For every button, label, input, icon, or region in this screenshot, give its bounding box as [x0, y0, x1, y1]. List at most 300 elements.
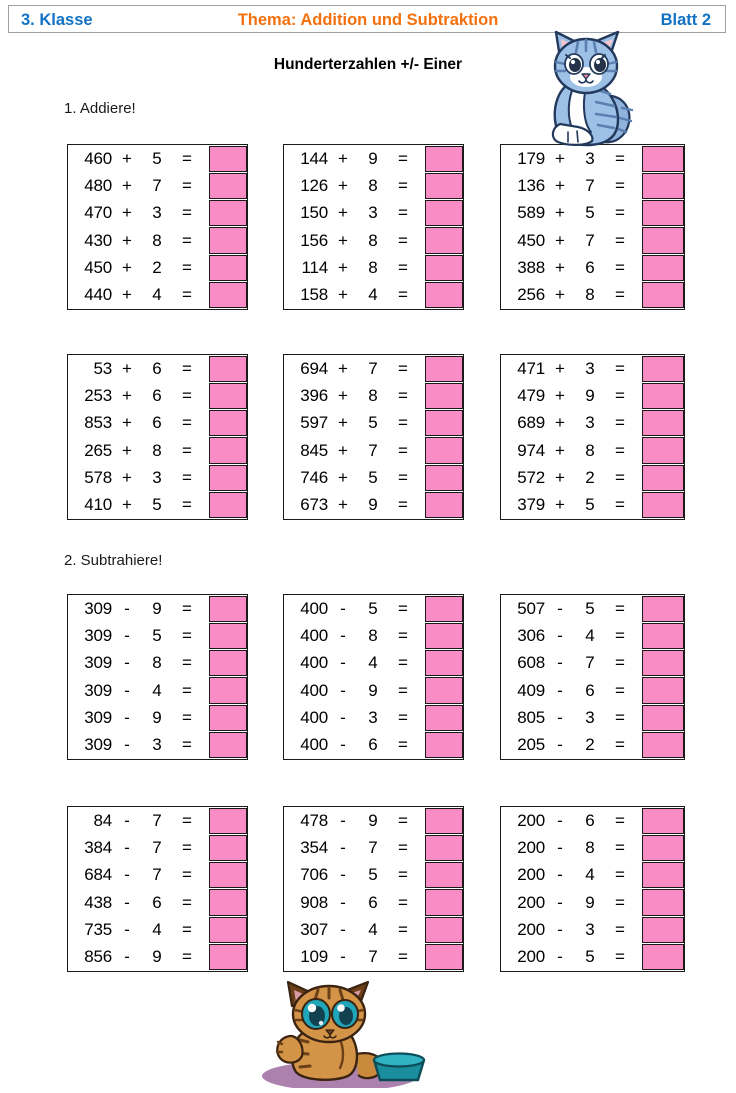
problem-row [284, 491, 463, 518]
operand-b: 3 [585, 413, 595, 433]
operator-symbol: + [122, 495, 132, 515]
operator-symbol: + [122, 413, 132, 433]
operand-b: 8 [585, 285, 595, 305]
answer-box[interactable] [642, 889, 684, 915]
problem-row [284, 595, 463, 622]
answer-box[interactable] [642, 705, 684, 731]
operand-b: 4 [368, 653, 378, 673]
operand-b: 3 [585, 707, 595, 727]
topic-label: Thema: Addition und Subtraktion [237, 11, 499, 29]
operand-a: 450 [517, 230, 545, 250]
operator-symbol: + [555, 495, 565, 515]
answer-box[interactable] [425, 835, 463, 861]
answer-box[interactable] [425, 917, 463, 943]
operator-symbol: - [124, 947, 130, 967]
operator-symbol: - [557, 680, 563, 700]
equals-symbol: = [182, 358, 192, 378]
problem-row [284, 281, 463, 308]
equals-symbol: = [615, 495, 625, 515]
operator-symbol: + [555, 230, 565, 250]
operator-symbol: - [340, 919, 346, 939]
operand-b: 6 [585, 680, 595, 700]
operator-symbol: + [555, 385, 565, 405]
operator-symbol: + [338, 285, 348, 305]
equation-cells [68, 677, 209, 704]
answer-box[interactable] [209, 255, 247, 281]
answer-box[interactable] [209, 650, 247, 676]
equation-cells [68, 862, 209, 889]
answer-box[interactable] [425, 146, 463, 172]
operator-symbol: + [338, 230, 348, 250]
answer-box[interactable] [642, 200, 684, 226]
problem-row [501, 650, 684, 677]
equals-symbol: = [182, 148, 192, 168]
answer-box[interactable] [209, 146, 247, 172]
equals-symbol: = [182, 680, 192, 700]
operand-b: 6 [152, 358, 162, 378]
operand-b: 5 [585, 947, 595, 967]
operand-a: 608 [517, 653, 545, 673]
answer-box[interactable] [425, 889, 463, 915]
answer-box[interactable] [209, 835, 247, 861]
operand-b: 5 [152, 148, 162, 168]
answer-box[interactable] [642, 596, 684, 622]
equals-symbol: = [398, 653, 408, 673]
answer-box[interactable] [642, 917, 684, 943]
equals-symbol: = [398, 175, 408, 195]
operand-a: 572 [517, 467, 545, 487]
problem-row [284, 731, 463, 758]
operand-b: 9 [585, 385, 595, 405]
problem-row [501, 704, 684, 731]
operator-symbol: + [555, 257, 565, 277]
problem-row [284, 410, 463, 437]
equals-symbol: = [615, 625, 625, 645]
operand-b: 7 [368, 947, 378, 967]
equation-cells [284, 227, 425, 254]
equals-symbol: = [182, 285, 192, 305]
operand-a: 400 [300, 653, 328, 673]
equals-symbol: = [615, 892, 625, 912]
operand-a: 507 [517, 598, 545, 618]
equals-symbol: = [182, 892, 192, 912]
operator-symbol: + [338, 203, 348, 223]
operand-a: 84 [93, 810, 112, 830]
answer-box[interactable] [642, 255, 684, 281]
equals-symbol: = [398, 358, 408, 378]
operator-symbol: + [555, 467, 565, 487]
answer-box[interactable] [209, 889, 247, 915]
answer-box[interactable] [425, 173, 463, 199]
operand-b: 8 [368, 385, 378, 405]
problem-row [68, 704, 247, 731]
operand-b: 4 [368, 285, 378, 305]
operand-a: 908 [300, 892, 328, 912]
operand-b: 5 [368, 413, 378, 433]
answer-box[interactable] [642, 465, 684, 491]
operand-b: 2 [585, 467, 595, 487]
answer-box[interactable] [209, 944, 247, 970]
equation-cells [284, 622, 425, 649]
problem-row [284, 834, 463, 861]
answer-box[interactable] [642, 356, 684, 382]
equals-symbol: = [398, 707, 408, 727]
equation-cells [284, 650, 425, 677]
answer-box[interactable] [209, 917, 247, 943]
answer-box[interactable] [425, 282, 463, 308]
problem-row [68, 807, 247, 834]
equals-symbol: = [398, 495, 408, 515]
operand-b: 8 [368, 175, 378, 195]
equals-symbol: = [182, 495, 192, 515]
answer-box[interactable] [642, 623, 684, 649]
answer-box[interactable] [209, 437, 247, 463]
answer-box[interactable] [209, 356, 247, 382]
problem-row [284, 807, 463, 834]
operand-a: 438 [84, 892, 112, 912]
answer-box[interactable] [642, 437, 684, 463]
operand-a: 200 [517, 919, 545, 939]
answer-box[interactable] [209, 492, 247, 518]
operator-symbol: - [557, 810, 563, 830]
operand-b: 7 [368, 837, 378, 857]
operand-a: 384 [84, 837, 112, 857]
problem-row [284, 437, 463, 464]
operand-b: 9 [368, 810, 378, 830]
equals-symbol: = [398, 385, 408, 405]
operand-a: 673 [300, 495, 328, 515]
operand-b: 6 [368, 735, 378, 755]
problem-row [284, 200, 463, 227]
operator-symbol: - [124, 680, 130, 700]
equation-cells [284, 410, 425, 437]
problem-row [501, 943, 684, 970]
equals-symbol: = [398, 148, 408, 168]
operand-a: 53 [93, 358, 112, 378]
problem-row [284, 172, 463, 199]
equation-cells [501, 889, 642, 916]
answer-box[interactable] [209, 282, 247, 308]
problem-row [501, 834, 684, 861]
operand-b: 9 [368, 680, 378, 700]
equals-symbol: = [182, 865, 192, 885]
operand-a: 450 [84, 257, 112, 277]
answer-box[interactable] [642, 808, 684, 834]
answer-box[interactable] [425, 437, 463, 463]
problem-row [68, 916, 247, 943]
problem-row [68, 410, 247, 437]
operator-symbol: + [338, 495, 348, 515]
problem-row [284, 227, 463, 254]
operand-a: 578 [84, 467, 112, 487]
equation-cells [501, 943, 642, 970]
answer-box[interactable] [209, 200, 247, 226]
answer-box[interactable] [642, 650, 684, 676]
equation-cells [501, 491, 642, 518]
operand-b: 7 [585, 653, 595, 673]
problem-row [68, 254, 247, 281]
answer-box[interactable] [209, 227, 247, 253]
answer-box[interactable] [642, 732, 684, 758]
equation-cells [68, 200, 209, 227]
answer-box[interactable] [209, 596, 247, 622]
problem-block [67, 144, 248, 310]
problem-row [501, 491, 684, 518]
operand-b: 8 [152, 230, 162, 250]
operand-a: 200 [517, 837, 545, 857]
operand-a: 126 [300, 175, 328, 195]
operand-b: 7 [152, 175, 162, 195]
operator-symbol: + [122, 148, 132, 168]
operand-b: 4 [152, 285, 162, 305]
equation-cells [68, 704, 209, 731]
answer-box[interactable] [425, 356, 463, 382]
answer-box[interactable] [425, 808, 463, 834]
operand-b: 8 [585, 440, 595, 460]
operator-symbol: - [340, 707, 346, 727]
answer-box[interactable] [642, 410, 684, 436]
equation-cells [501, 622, 642, 649]
operand-a: 109 [300, 947, 328, 967]
problem-row [284, 943, 463, 970]
answer-box[interactable] [209, 705, 247, 731]
operator-symbol: + [555, 358, 565, 378]
answer-box[interactable] [209, 465, 247, 491]
operand-a: 400 [300, 680, 328, 700]
answer-box[interactable] [425, 410, 463, 436]
problem-row [501, 622, 684, 649]
operand-a: 706 [300, 865, 328, 885]
equals-symbol: = [182, 385, 192, 405]
operator-symbol: - [124, 707, 130, 727]
operand-a: 200 [517, 865, 545, 885]
operand-a: 856 [84, 947, 112, 967]
operator-symbol: - [340, 625, 346, 645]
operand-b: 4 [585, 625, 595, 645]
equals-symbol: = [615, 257, 625, 277]
equation-cells [68, 464, 209, 491]
operand-a: 179 [517, 148, 545, 168]
answer-box[interactable] [642, 146, 684, 172]
problem-row [501, 731, 684, 758]
equals-symbol: = [398, 203, 408, 223]
equation-cells [284, 281, 425, 308]
problem-block [283, 144, 464, 310]
problem-row [68, 731, 247, 758]
equals-symbol: = [182, 440, 192, 460]
answer-box[interactable] [425, 623, 463, 649]
equals-symbol: = [398, 625, 408, 645]
operand-a: 200 [517, 892, 545, 912]
operand-b: 5 [368, 865, 378, 885]
answer-box[interactable] [425, 383, 463, 409]
equation-cells [501, 731, 642, 758]
cat-bottom-icon [248, 980, 428, 1088]
answer-box[interactable] [642, 862, 684, 888]
answer-box[interactable] [642, 282, 684, 308]
operator-symbol: + [555, 440, 565, 460]
equation-cells [68, 943, 209, 970]
operator-symbol: + [338, 385, 348, 405]
operand-a: 430 [84, 230, 112, 250]
answer-box[interactable] [425, 465, 463, 491]
answer-box[interactable] [209, 732, 247, 758]
answer-box[interactable] [209, 383, 247, 409]
equals-symbol: = [615, 230, 625, 250]
operand-b: 3 [368, 203, 378, 223]
operand-a: 136 [517, 175, 545, 195]
answer-box[interactable] [642, 173, 684, 199]
operand-a: 853 [84, 413, 112, 433]
answer-box[interactable] [425, 596, 463, 622]
equals-symbol: = [615, 440, 625, 460]
equals-symbol: = [398, 837, 408, 857]
answer-box[interactable] [425, 944, 463, 970]
equals-symbol: = [615, 707, 625, 727]
operand-b: 3 [152, 735, 162, 755]
operand-a: 471 [517, 358, 545, 378]
equals-symbol: = [182, 203, 192, 223]
problem-block [500, 806, 685, 972]
answer-box[interactable] [425, 200, 463, 226]
equals-symbol: = [398, 919, 408, 939]
operator-symbol: - [124, 919, 130, 939]
operator-symbol: - [557, 707, 563, 727]
equals-symbol: = [615, 285, 625, 305]
operand-a: 694 [300, 358, 328, 378]
equation-cells [284, 889, 425, 916]
problem-row [68, 145, 247, 172]
operand-a: 400 [300, 735, 328, 755]
operand-b: 9 [152, 947, 162, 967]
operand-b: 9 [152, 598, 162, 618]
equals-symbol: = [182, 598, 192, 618]
operand-b: 4 [368, 919, 378, 939]
answer-box[interactable] [209, 173, 247, 199]
answer-box[interactable] [425, 650, 463, 676]
answer-box[interactable] [425, 227, 463, 253]
operand-b: 6 [152, 892, 162, 912]
equals-symbol: = [615, 947, 625, 967]
equals-symbol: = [398, 257, 408, 277]
problem-row [284, 464, 463, 491]
problem-row [284, 916, 463, 943]
equation-cells [68, 650, 209, 677]
operator-symbol: + [338, 440, 348, 460]
operand-a: 309 [84, 680, 112, 700]
problem-row [284, 862, 463, 889]
problem-row [501, 382, 684, 409]
operand-a: 309 [84, 707, 112, 727]
equation-cells [501, 464, 642, 491]
operator-symbol: + [122, 440, 132, 460]
equation-cells [284, 491, 425, 518]
equals-symbol: = [182, 257, 192, 277]
answer-box[interactable] [425, 677, 463, 703]
equals-symbol: = [182, 837, 192, 857]
operand-b: 6 [585, 257, 595, 277]
answer-box[interactable] [642, 383, 684, 409]
operator-symbol: + [555, 203, 565, 223]
answer-box[interactable] [425, 862, 463, 888]
answer-box[interactable] [425, 732, 463, 758]
operand-b: 3 [368, 707, 378, 727]
equation-cells [284, 916, 425, 943]
problem-row [501, 464, 684, 491]
operand-b: 8 [585, 837, 595, 857]
operand-a: 974 [517, 440, 545, 460]
equation-cells [284, 145, 425, 172]
answer-box[interactable] [209, 862, 247, 888]
operator-symbol: - [340, 865, 346, 885]
task-2-heading: 2. Subtrahiere! [64, 552, 163, 569]
operator-symbol: + [122, 467, 132, 487]
equation-cells [284, 355, 425, 382]
answer-box[interactable] [209, 410, 247, 436]
equation-cells [284, 595, 425, 622]
answer-box[interactable] [425, 255, 463, 281]
operator-symbol: + [122, 175, 132, 195]
answer-box[interactable] [209, 808, 247, 834]
operand-b: 5 [585, 203, 595, 223]
equals-symbol: = [182, 467, 192, 487]
problem-row [68, 355, 247, 382]
equation-cells [501, 834, 642, 861]
equals-symbol: = [398, 865, 408, 885]
equation-cells [68, 145, 209, 172]
equation-cells [68, 281, 209, 308]
answer-box[interactable] [642, 227, 684, 253]
operand-a: 307 [300, 919, 328, 939]
equation-cells [68, 731, 209, 758]
equation-cells [284, 862, 425, 889]
equals-symbol: = [615, 865, 625, 885]
answer-box[interactable] [642, 835, 684, 861]
answer-box[interactable] [642, 492, 684, 518]
equation-cells [68, 355, 209, 382]
operand-a: 410 [84, 495, 112, 515]
equation-cells [501, 410, 642, 437]
operand-a: 440 [84, 285, 112, 305]
equation-cells [68, 595, 209, 622]
equation-cells [501, 382, 642, 409]
equation-cells [68, 172, 209, 199]
equals-symbol: = [398, 230, 408, 250]
operand-b: 9 [585, 892, 595, 912]
operand-a: 735 [84, 919, 112, 939]
equals-symbol: = [182, 653, 192, 673]
operator-symbol: - [340, 653, 346, 673]
page-title: Hunderterzahlen +/- Einer [273, 56, 463, 73]
operator-symbol: + [122, 257, 132, 277]
answer-box[interactable] [209, 623, 247, 649]
answer-box[interactable] [425, 705, 463, 731]
answer-box[interactable] [209, 677, 247, 703]
problem-row [284, 677, 463, 704]
problem-row [501, 677, 684, 704]
problem-block [283, 806, 464, 972]
equation-cells [501, 862, 642, 889]
answer-box[interactable] [425, 492, 463, 518]
operand-b: 8 [368, 257, 378, 277]
equation-cells [284, 254, 425, 281]
answer-box[interactable] [642, 677, 684, 703]
equation-cells [501, 172, 642, 199]
answer-box[interactable] [642, 944, 684, 970]
equation-cells [68, 254, 209, 281]
operator-symbol: - [124, 653, 130, 673]
problem-block [67, 806, 248, 972]
